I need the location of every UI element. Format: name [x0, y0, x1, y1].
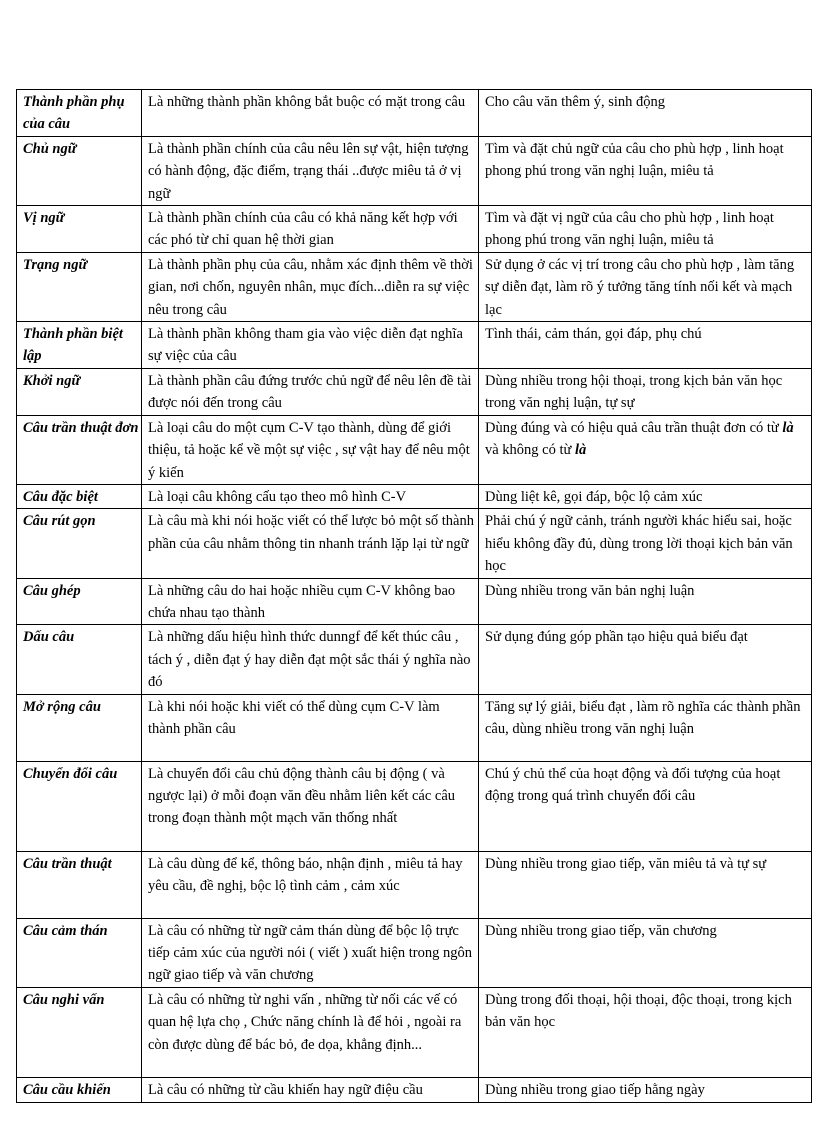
term-cell: Chủ ngữ [17, 136, 142, 205]
term-cell: Câu trần thuật [17, 851, 142, 918]
table-row [17, 694, 812, 761]
term-cell: Vị ngữ [17, 206, 142, 253]
table-row [17, 625, 812, 694]
table-row [17, 484, 812, 508]
definition-cell: Là câu dùng để kể, thông báo, nhận định , miêu tả hay yêu cầu, đề nghị, bộc lộ tình cảm , cảm xúc [142, 851, 479, 918]
emphasis-word: là [782, 419, 794, 436]
term-cell: Dấu câu [17, 625, 142, 694]
definition-cell: Là thành phần chính của câu nêu lên sự vật, hiện tượng có hành động, đặc điểm, trạng thái ..được miêu tả ở vị ngữ [142, 136, 479, 205]
usage-cell: Dùng nhiều trong văn bản nghị luận [479, 578, 812, 625]
usage-text: và không có từ [485, 442, 576, 459]
term-cell: Câu cầu khiến [17, 1077, 142, 1102]
term-cell: Trạng ngữ [17, 252, 142, 321]
usage-cell: Chú ý chủ thể của hoạt động và đối tượng của hoạt động trong quá trình chuyển đổi câu [479, 761, 812, 851]
definition-cell: Là câu có những từ nghi vấn , những từ nối các vế có quan hệ lựa chọ , Chức năng chính là để hỏi , ngoài ra còn được dùng để bác bỏ, đe dọa, khẳng định... [142, 987, 479, 1077]
definition-cell: Là những dấu hiệu hình thức dunngf để kết thúc câu , tách ý , diễn đạt ý hay diễn đạt một sắc thái ý nghĩa nào đó [142, 625, 479, 694]
term-cell: Thành phần biệt lập [17, 322, 142, 369]
usage-cell: Sử dụng ở các vị trí trong câu cho phù hợp , làm tăng sự diễn đạt, làm rõ ý tưởng tăng tính nối kết và mạch lạc [479, 252, 812, 321]
usage-cell: Dùng nhiều trong giao tiếp, văn miêu tả và tự sự [479, 851, 812, 918]
term-cell: Chuyển đổi câu [17, 761, 142, 851]
usage-cell: Tìm và đặt vị ngữ của câu cho phù hợp , linh hoạt phong phú trong văn nghị luận, miêu tả [479, 206, 812, 253]
term-cell: Câu trần thuật đơn [17, 415, 142, 484]
definition-cell: Là những thành phần không bắt buộc có mặt trong câu [142, 90, 479, 137]
term-cell: Câu nghi vấn [17, 987, 142, 1077]
term-cell: Câu rút gọn [17, 509, 142, 578]
table-row [17, 1077, 812, 1102]
grammar-table [16, 89, 812, 1103]
usage-cell: Dùng nhiều trong giao tiếp hằng ngày [479, 1077, 812, 1102]
definition-cell: Là thành phần phụ của câu, nhằm xác định thêm về thời gian, nơi chốn, nguyên nhân, mục đích...diễn ra sự việc nêu trong câu [142, 252, 479, 321]
table-row [17, 252, 812, 321]
table-row [17, 415, 812, 484]
table-row [17, 136, 812, 205]
definition-cell: Là thành phần không tham gia vào việc diễn đạt nghĩa sự việc của câu [142, 322, 479, 369]
usage-cell [479, 415, 812, 484]
term-cell: Câu đặc biệt [17, 484, 142, 508]
usage-cell: Tình thái, cảm thán, gọi đáp, phụ chú [479, 322, 812, 369]
usage-cell: Sử dụng đúng góp phần tạo hiệu quả biểu đạt [479, 625, 812, 694]
definition-cell: Là thành phần chính của câu có khả năng kết hợp với các phó từ chỉ quan hệ thời gian [142, 206, 479, 253]
definition-cell: Là câu có những từ ngữ cảm thán dùng để bộc lộ trực tiếp cảm xúc của người nói ( viết ) xuất hiện trong ngôn ngữ giao tiếp và văn chương [142, 918, 479, 987]
table-row [17, 206, 812, 253]
table-row [17, 851, 812, 918]
term-cell: Câu cảm thán [17, 918, 142, 987]
table-row [17, 578, 812, 625]
table-row [17, 918, 812, 987]
term-cell: Câu ghép [17, 578, 142, 625]
definition-cell: Là loại câu do một cụm C-V tạo thành, dùng để giới thiệu, tả hoặc kể về một sự việc , sự vật hay để nêu một ý kiến [142, 415, 479, 484]
usage-cell: Tìm và đặt chủ ngữ của câu cho phù hợp , linh hoạt phong phú trong văn nghị luận, miêu tả [479, 136, 812, 205]
usage-text: Dùng đúng và có hiệu quả câu trần thuật đơn có từ [485, 419, 783, 436]
table-row [17, 509, 812, 578]
term-cell: Khởi ngữ [17, 368, 142, 415]
usage-cell: Phải chú ý ngữ cảnh, tránh người khác hiểu sai, hoặc hiểu không đầy đủ, dùng trong lời thoại kịch bản văn học [479, 509, 812, 578]
definition-cell: Là thành phần câu đứng trước chủ ngữ để nêu lên đề tài được nói đến trong câu [142, 368, 479, 415]
definition-cell: Là câu có những từ cầu khiến hay ngữ điệu cầu [142, 1077, 479, 1102]
table-row [17, 322, 812, 369]
emphasis-word: là [575, 442, 587, 459]
definition-cell: Là những câu do hai hoặc nhiều cụm C-V không bao chứa nhau tạo thành [142, 578, 479, 625]
definition-cell: Là câu mà khi nói hoặc viết có thể lược bỏ một số thành phần của câu nhằm thông tin nhanh tránh lặp lại từ ngữ [142, 509, 479, 578]
term-cell: Mở rộng câu [17, 694, 142, 761]
usage-cell: Dùng nhiều trong giao tiếp, văn chương [479, 918, 812, 987]
term-cell: Thành phần phụ của câu [17, 90, 142, 137]
usage-cell: Dùng nhiều trong hội thoại, trong kịch bản văn học trong văn nghị luận, tự sự [479, 368, 812, 415]
usage-cell: Tăng sự lý giải, biểu đạt , làm rõ nghĩa các thành phần câu, dùng nhiều trong văn nghị luận [479, 694, 812, 761]
definition-cell: Là khi nói hoặc khi viết có thể dùng cụm C-V làm thành phần câu [142, 694, 479, 761]
usage-cell: Cho câu văn thêm ý, sinh động [479, 90, 812, 137]
table-row [17, 761, 812, 851]
usage-cell: Dùng liệt kê, gọi đáp, bộc lộ cảm xúc [479, 484, 812, 508]
usage-cell: Dùng trong đối thoại, hội thoại, độc thoại, trong kịch bản văn học [479, 987, 812, 1077]
table-row [17, 368, 812, 415]
definition-cell: Là loại câu không cấu tạo theo mô hình C-V [142, 484, 479, 508]
definition-cell: Là chuyển đổi câu chủ động thành câu bị động ( và ngược lại) ở mỗi đoạn văn đều nhằm liên kết các câu trong đoạn thành một mạch văn thống nhất [142, 761, 479, 851]
table-row [17, 90, 812, 137]
table-row [17, 987, 812, 1077]
